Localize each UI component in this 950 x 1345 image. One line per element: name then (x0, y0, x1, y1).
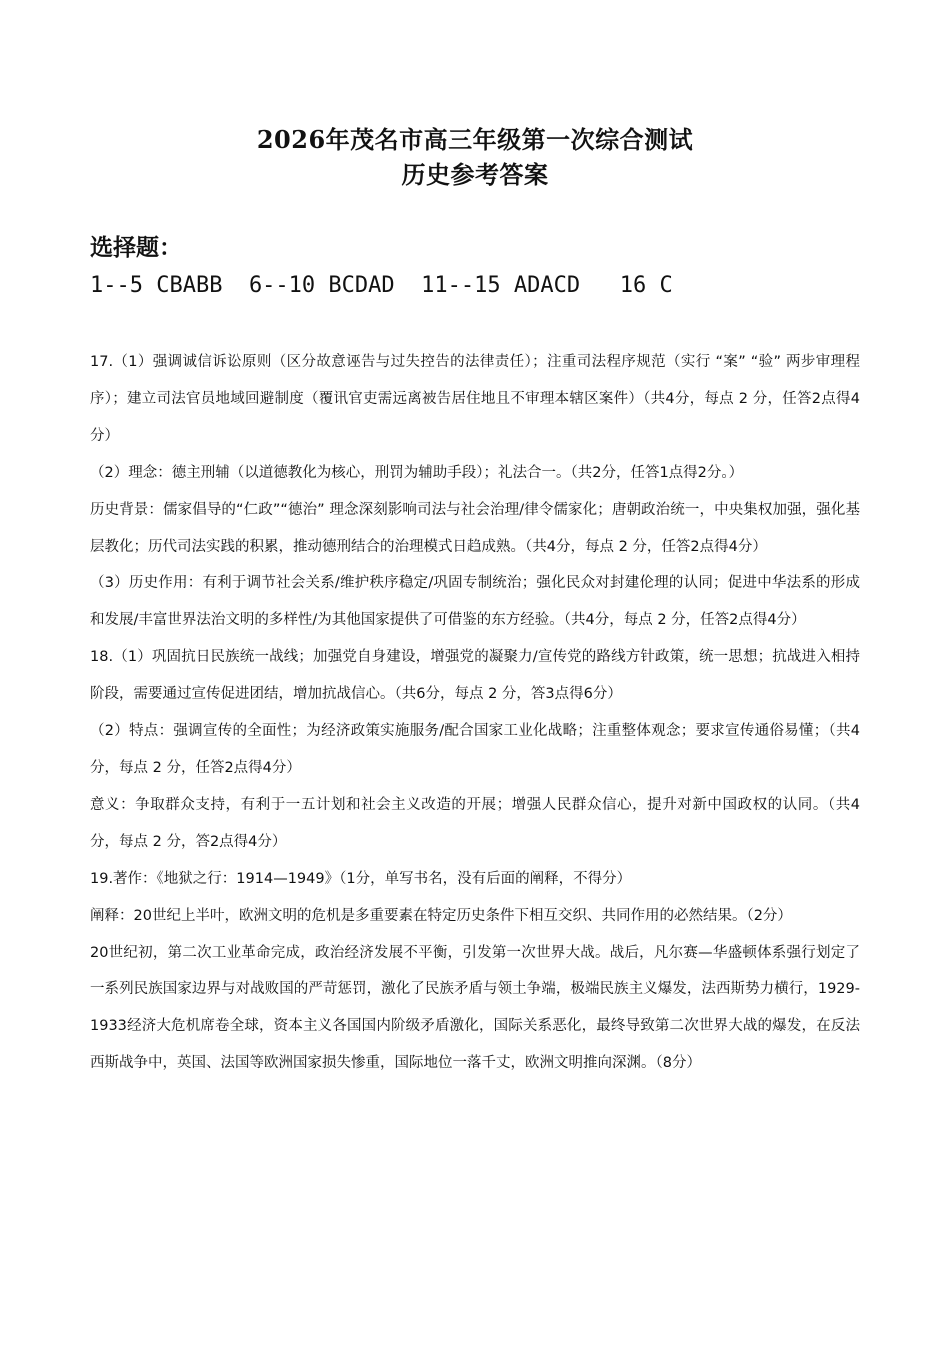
q19-analysis: 20世纪初，第二次工业革命完成，政治经济发展不平衡，引发第一次世界大战。战后，凡尔赛—华盛顿体系强行划定了一系列民族国家边界与对战败国的严苛惩罚，激化了民族矛盾与领土争端，极端民族主义爆发，法西斯势力横行，1929-1933经济大危机席卷全球，资本主义各国国内阶级矛盾激化，国际关系恶化，最终导致第二次世界大战的爆发，在反法西斯战争中，英国、法国等欧洲国家损失惨重，国际地位一落千丈，欧洲文明推向深渊。（8分） (90, 944, 860, 1072)
q19-explanation: 阐释：20世纪上半叶，欧洲文明的危机是多重要素在特定历史条件下相互交织、共同作用的必然结果。（2分） (90, 907, 792, 924)
multiple-choice-answers: 1--5 CBABB 6--10 BCDAD 11--15 ADACD 16 C (90, 273, 673, 298)
q18-part2-significance: 意义：争取群众支持，有利于一五计划和社会主义改造的开展；增强人民群众信心，提升对新中国政权的认同。（共4分，每点 2 分，答2点得4分） (90, 796, 860, 850)
q19-book: 19.著作：《地狱之行：1914—1949》（1分，单写书名，没有后面的阐释，不得分） (90, 870, 632, 887)
q18-part1: 18.（1）巩固抗日民族统一战线；加强党自身建设，增强党的凝聚力/宣传党的路线方针政策，统一思想；抗战进入相持阶段，需要通过宣传促进团结，增加抗战信心。（共6分，每点 2 分，答3点得6分） (90, 649, 860, 703)
q17-part2-concept: （2）理念：德主刑辅（以道德教化为核心，刑罚为辅助手段）；礼法合一。（共2分，任答1点得2分。） (90, 464, 744, 481)
q17-part2-background: 历史背景：儒家倡导的“仁政”“德治” 理念深刻影响司法与社会治理/律令儒家化；唐朝政治统一，中央集权加强，强化基层教化；历代司法实践的积累，推动德刑结合的治理模式日趋成熟。（共4分，每点 2 分，任答2点得4分） (90, 501, 860, 555)
document-title: 2026年茂名市高三年级第一次综合测试 (256, 125, 694, 154)
multiple-choice-heading: 选择题： (90, 235, 182, 261)
q17-part3: （3）历史作用：有利于调节社会关系/维护秩序稳定/巩固专制统治；强化民众对封建伦理的认同；促进中华法系的形成和发展/丰富世界法治文明的多样性/为其他国家提供了可借鉴的东方经验。（共4分，每点 2 分，任答2点得4分） (90, 575, 860, 629)
answer-body (90, 344, 860, 1082)
q17-part1: 17.（1）强调诚信诉讼原则（区分故意诬告与过失控告的法律责任）；注重司法程序规范（实行 “案” “验” 两步审理程序）；建立司法官员地域回避制度（覆讯官吏需远离被告居住地且不审理本辖区案件）（共4分，每点 2 分，任答2点得4分） (90, 354, 860, 444)
q18-part2-features: （2）特点：强调宣传的全面性；为经济政策实施服务/配合国家工业化战略；注重整体观念；要求宣传通俗易懂；（共4分，每点 2 分，任答2点得4分） (90, 723, 860, 776)
document-subtitle: 历史参考答案 (401, 160, 549, 189)
